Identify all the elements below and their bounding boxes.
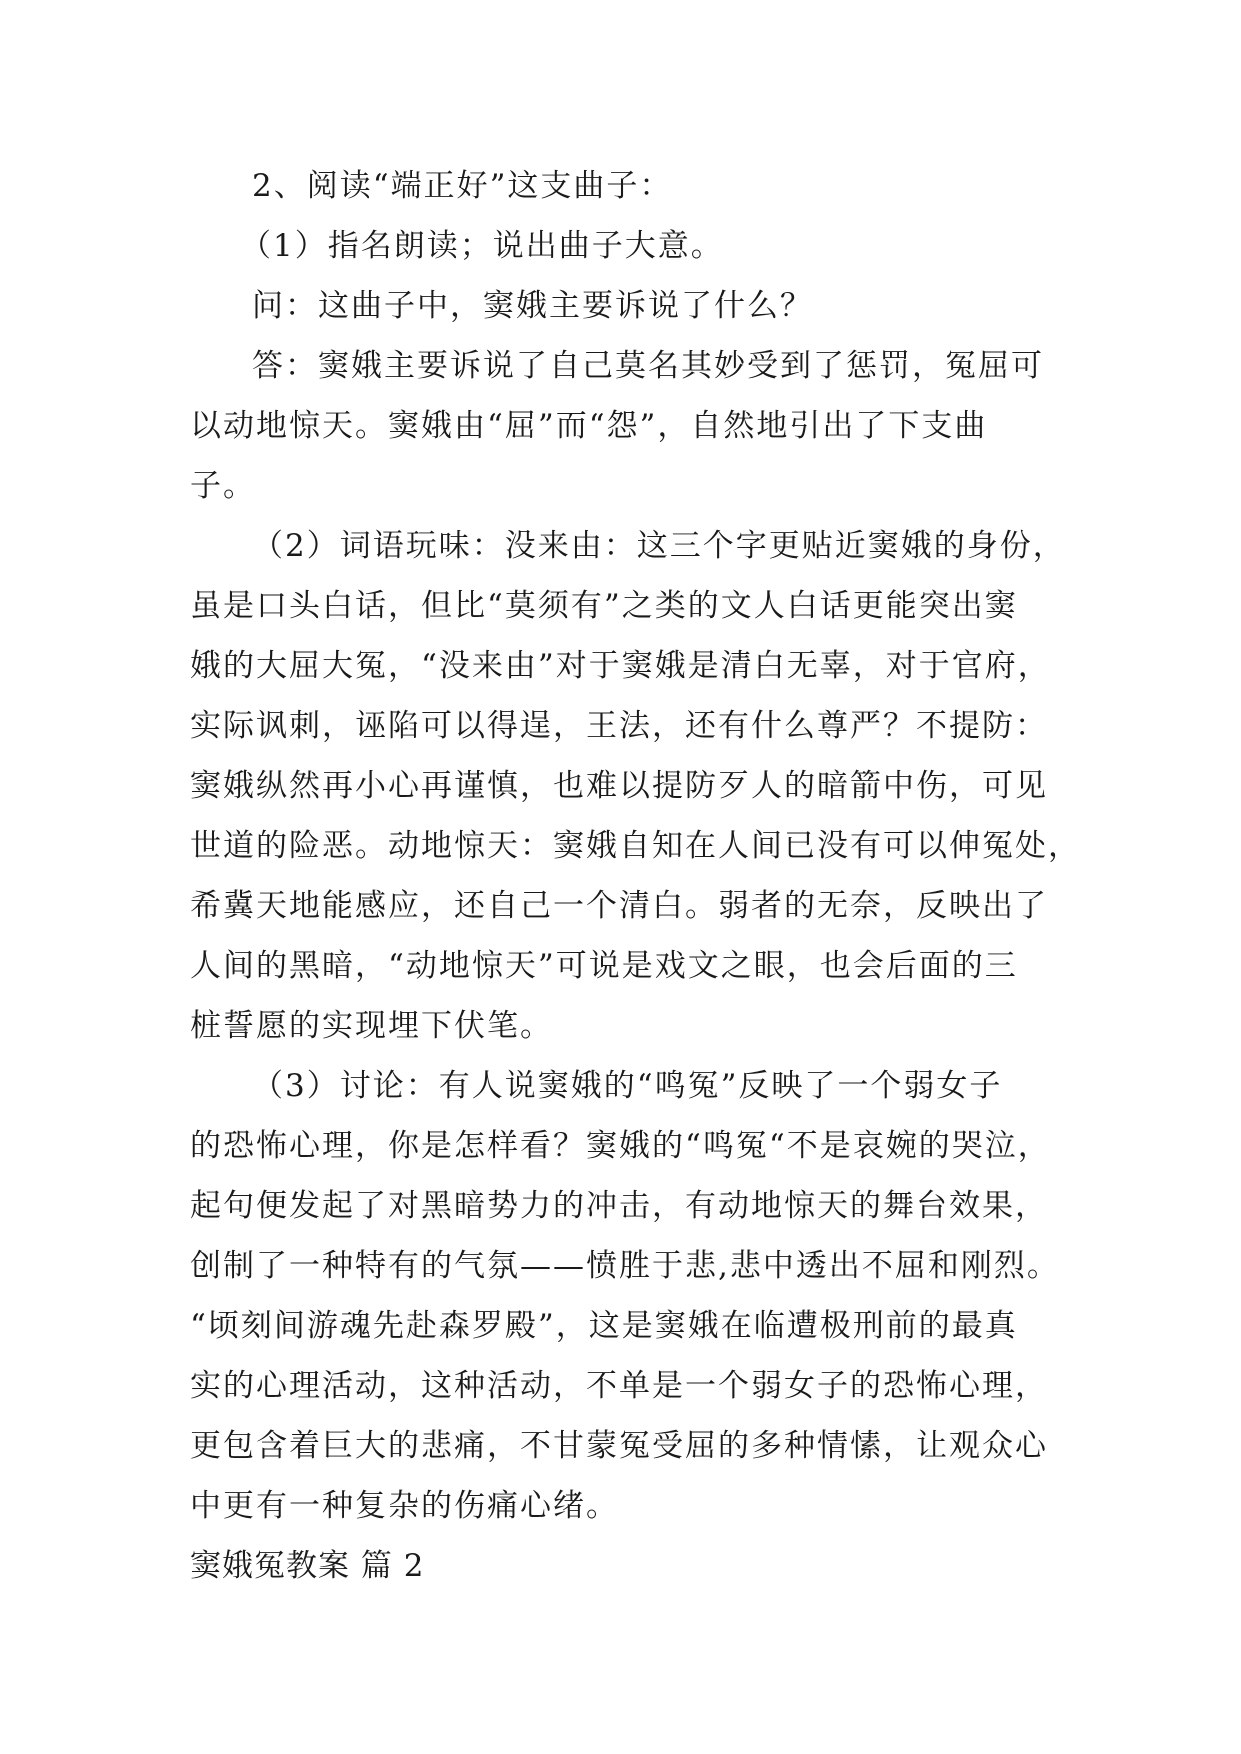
paragraph-line: 虽是口头白话，但比“莫须有”之类的文人白话更能突出窦 [190, 588, 1018, 624]
paragraph-line: 中更有一种复杂的伤痛心绪。 [190, 1488, 619, 1524]
paragraph-line: 子。 [190, 468, 256, 504]
paragraph-line: 以动地惊天。窦娥由“屈”而“怨”，自然地引出了下支曲 [190, 408, 988, 444]
paragraph-line: 起句便发起了对黑暗势力的冲击，有动地惊天的舞台效果， [190, 1188, 1048, 1224]
paragraph-line: 希冀天地能感应，还自己一个清白。弱者的无奈，反映出了 [190, 888, 1048, 924]
paragraph-line: （1）指名朗读；说出曲子大意。 [240, 228, 724, 264]
paragraph-line: “顷刻间游魂先赴森罗殿”，这是窦娥在临遭极刑前的最真 [190, 1308, 1018, 1344]
paragraph-line: 更包含着巨大的悲痛，不甘蒙冤受屈的多种情愫，让观众心 [190, 1428, 1048, 1464]
paragraph-line: 桩誓愿的实现埋下伏笔。 [190, 1008, 553, 1044]
paragraph-line: 实的心理活动，这种活动，不单是一个弱女子的恐怖心理， [190, 1368, 1048, 1404]
section-heading: 窦娥冤教案 篇 2 [190, 1548, 425, 1584]
answer-line: 答：窦娥主要诉说了自己莫名其妙受到了惩罚，冤屈可 [252, 348, 1044, 384]
paragraph-line: 的恐怖心理，你是怎样看？窦娥的“鸣冤“不是哀婉的哭泣， [190, 1128, 1051, 1164]
paragraph-heading-2: 2、阅读“端正好”这支曲子： [252, 168, 673, 204]
paragraph-line: 窦娥纵然再小心再谨慎，也难以提防歹人的暗箭中伤，可见 [190, 768, 1048, 804]
paragraph-line: （3）讨论：有人说窦娥的“鸣冤”反映了一个弱女子 [252, 1068, 1003, 1104]
question-line: 问：这曲子中，窦娥主要诉说了什么？ [252, 288, 813, 324]
paragraph-line: 创制了一种特有的气氛——愤胜于悲,悲中透出不屈和刚烈。 [190, 1248, 1060, 1284]
paragraph-line: 娥的大屈大冤，“没来由”对于窦娥是清白无辜，对于官府， [190, 648, 1051, 684]
paragraph-line: 实际讽刺，诬陷可以得逞，王法，还有什么尊严？不提防： [190, 708, 1048, 744]
paragraph-line: 世道的险恶。动地惊天：窦娥自知在人间已没有可以伸冤处， [190, 828, 1081, 864]
paragraph-line: （2）词语玩味：没来由：这三个字更贴近窦娥的身份， [252, 528, 1066, 564]
paragraph-line: 人间的黑暗，“动地惊天”可说是戏文之眼，也会后面的三 [190, 948, 1018, 984]
